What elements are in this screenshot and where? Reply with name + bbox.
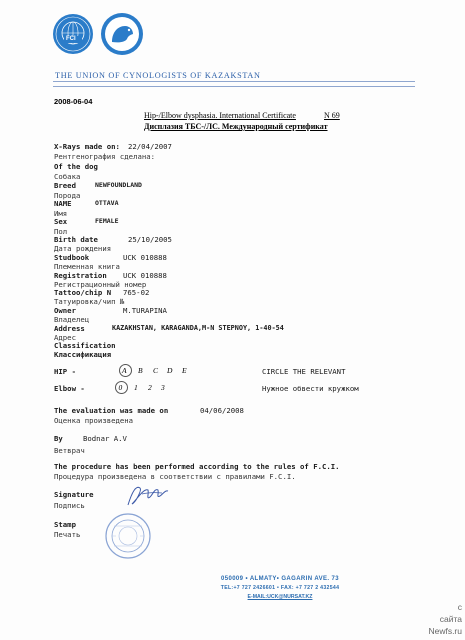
- title-en: Hip-/Elbow dysphasia. International Certificate: [144, 111, 296, 120]
- breed-label: Breed: [54, 181, 76, 190]
- breed-value: NEWFOUNDLAND: [95, 181, 142, 189]
- stamp-label: Stamp: [54, 520, 76, 529]
- xray-label: X-Rays made on:: [54, 142, 120, 151]
- tattoo-value: 765-02: [123, 288, 150, 297]
- address-value: KAZAKHSTAN, KARAGANDA,M-N STEPNOY, 1-40-54: [112, 324, 284, 332]
- union-emblem: [100, 12, 144, 56]
- official-stamp: [104, 512, 152, 560]
- procedure-ru: Процедура произведена в соответствии с правилами F.C.I.: [54, 472, 296, 481]
- circle-note-ru: Нужное обвести кружком: [262, 384, 359, 393]
- title-ru: Дисплазия ТБС-/ЛС. Международный сертификат: [144, 122, 328, 131]
- owner-label: Owner: [54, 306, 76, 315]
- registration-value: UCK 010888: [123, 271, 167, 280]
- watermark-line2: сайта: [439, 614, 462, 624]
- hip-option-d: D: [167, 366, 173, 375]
- elbow-option-0: 0: [118, 383, 123, 392]
- name-ru: Имя: [54, 209, 68, 218]
- name-value: OTTAVA: [95, 199, 119, 207]
- fci-logo-text: FCI: [66, 36, 76, 42]
- birth-label: Birth date: [54, 235, 98, 244]
- footer-address: 050009 • ALMATY• GAGARIN AVE. 73: [220, 576, 340, 582]
- elbow-option-1: 1: [134, 383, 138, 392]
- hip-label: HIP -: [54, 367, 76, 376]
- sex-value: FEMALE: [95, 217, 119, 225]
- footer-phones: TEL:+7 727 2426601 • FAX: +7 727 2 432544: [220, 585, 340, 591]
- hip-option-c: C: [153, 366, 159, 375]
- registration-label: Registration: [54, 271, 107, 280]
- stamp-ru: Печать: [54, 530, 81, 539]
- vet-ru: Ветврач: [54, 446, 85, 455]
- studbook-value: UCK 010888: [123, 253, 167, 262]
- studbook-ru: Племенная книга: [54, 262, 120, 271]
- xray-ru: Рентгенография сделана:: [54, 152, 156, 161]
- classification-label: Classification: [54, 341, 116, 350]
- footer-email[interactable]: E-MAIL:UCK@NURSAT.KZ: [247, 594, 313, 600]
- org-name: THE UNION OF CYNOLOGISTS OF KAZAKSTAN: [55, 71, 261, 80]
- procedure-text: The procedure has been performed according to the rules of F.C.I.: [54, 462, 340, 471]
- hip-option-e: E: [182, 366, 187, 375]
- dog-ru: Собака: [54, 172, 81, 181]
- breed-ru: Порода: [54, 191, 81, 200]
- elbow-label: Elbow -: [54, 384, 85, 393]
- evaluation-date: 04/06/2008: [200, 406, 244, 415]
- fci-logo: [52, 13, 94, 55]
- owner-ru: Владелец: [54, 315, 90, 324]
- header-rule-bottom: [53, 86, 415, 87]
- evaluation-ru: Оценка произведена: [54, 416, 134, 425]
- classification-ru: Классификация: [54, 350, 112, 359]
- registration-ru: Регистрационный номер: [54, 280, 147, 289]
- evaluation-label: The evaluation was made on: [54, 406, 169, 415]
- sex-label: Sex: [54, 217, 68, 226]
- elbow-option-2: 2: [148, 383, 152, 392]
- handwritten-signature: [122, 480, 172, 510]
- elbow-option-3: 3: [161, 383, 165, 392]
- vet-name: Bodnar A.V: [83, 434, 127, 443]
- studbook-label: Studbook: [54, 253, 90, 262]
- signature-ru: Подпись: [54, 501, 85, 510]
- hip-option-b: B: [138, 366, 143, 375]
- watermark-line1: с: [457, 602, 462, 612]
- document-date: 2008-06-04: [54, 97, 93, 106]
- vet-label: By: [54, 434, 63, 443]
- address-label: Address: [54, 324, 85, 333]
- birth-ru: Дата рождения: [54, 244, 112, 253]
- tattoo-ru: Татуировка/чип №: [54, 297, 125, 306]
- address-ru: Адрес: [54, 333, 76, 342]
- tattoo-label: Tattoo/chip N: [54, 288, 112, 297]
- certificate-number: N 69: [324, 111, 340, 120]
- signature-label: Signature: [54, 490, 94, 499]
- owner-value: M.TURAPINA: [123, 306, 167, 315]
- header-rule-top: [53, 81, 415, 82]
- hip-option-a: A: [122, 366, 127, 375]
- dog-label: Of the dog: [54, 162, 98, 171]
- birth-value: 25/10/2005: [128, 235, 172, 244]
- name-label: NAME: [54, 199, 72, 208]
- watermark-line3: Newfs.ru: [428, 626, 462, 636]
- circle-note: CIRCLE THE RELEVANT: [262, 367, 346, 376]
- sex-ru: Пол: [54, 227, 68, 236]
- xray-date: 22/04/2007: [128, 142, 172, 151]
